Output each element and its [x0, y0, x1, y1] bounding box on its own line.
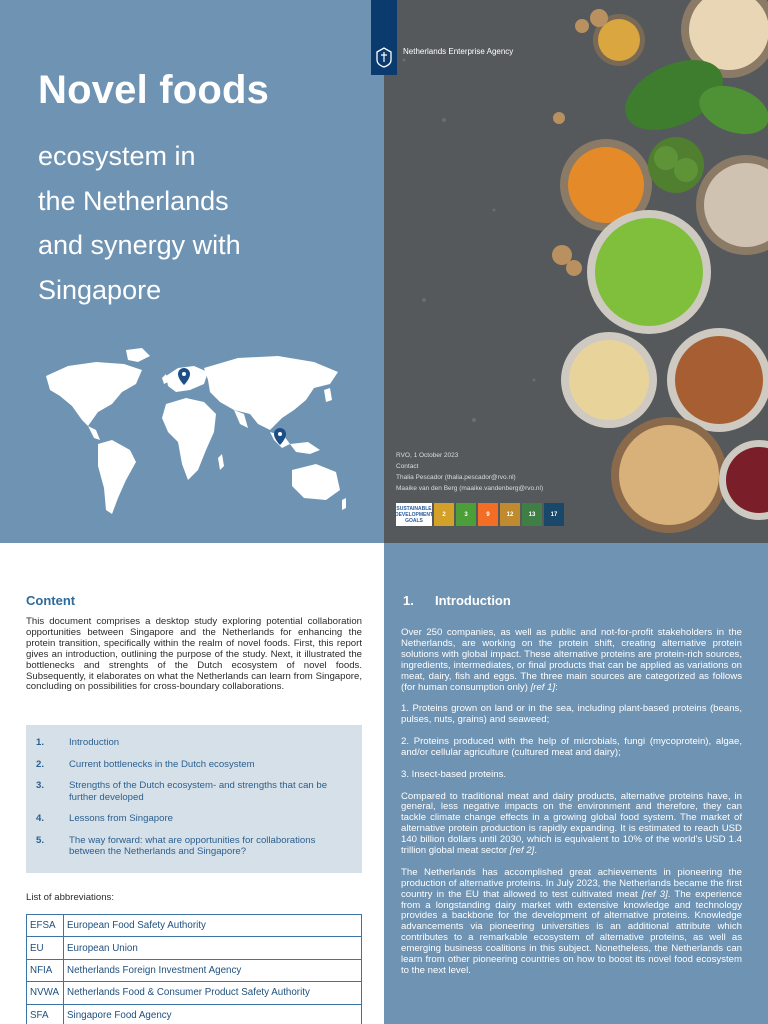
abbr-name: Netherlands Foreign Investment Agency: [64, 959, 362, 981]
reference-link[interactable]: [ref 1]: [530, 681, 556, 693]
table-of-contents: [26, 725, 362, 873]
toc-label: Strengths of the Dutch ecosystem- and strengths that can be further developed: [69, 780, 328, 803]
abbr-name: European Food Safety Authority: [64, 915, 362, 937]
broccoli: [648, 137, 704, 193]
paragraph: [401, 792, 742, 857]
abbreviations-heading: List of abbreviations:: [26, 892, 114, 903]
abbr-code: EFSA: [27, 915, 64, 937]
content-heading: Content: [26, 593, 76, 608]
meta-contact-2: Maaike van den Berg (maaike.vandenberg@rvo.nl): [396, 485, 544, 492]
sdg-tile: 9: [478, 503, 498, 526]
reference-link[interactable]: [ref 2]: [509, 845, 535, 857]
abbr-code: NFIA: [27, 959, 64, 981]
paragraph-text: Over 250 companies, as well as public and not-for-profit stakeholders in the Netherlands, are working on the protein shift, creating alternative protein solutions with global impact. These alternative proteins are protein-rich sources, ingredients, intermediates, or final products that can be applied as variations on meat, dairy, fish and eggs. The three main sources are categorized as follows (for human consumption only): [401, 627, 742, 693]
bowl-mixed-nuts: [611, 417, 727, 533]
abbr-code: SFA: [27, 1004, 64, 1024]
toc-number: 2.: [36, 758, 45, 770]
paragraph: [401, 868, 742, 977]
reference-link[interactable]: [ref 3]: [641, 888, 668, 900]
sdg-logo: SUSTAINABLE DEVELOPMENT GOALS: [396, 503, 432, 526]
sdg-tile: 3: [456, 503, 476, 526]
cover-subtitle: [38, 134, 368, 312]
section-title: Introduction: [435, 593, 511, 608]
toc-number: 1.: [36, 737, 45, 748]
sdg-row: [396, 503, 564, 526]
toc-item[interactable]: [36, 737, 352, 749]
toc-item[interactable]: [36, 835, 352, 858]
paragraph-text: The Netherlands has accomplished great achievements in pioneering the production of alternative proteins. In July 2023, the Netherlands became the first country in the EU that allowed to test cultivated meat: [401, 866, 742, 900]
paragraph: 1. Proteins grown on land or in the sea, including plant-based proteins (beans, pulses, nuts, grains) and seaweed;: [401, 703, 742, 726]
sdg-tile: 13: [522, 503, 542, 526]
cover-subtitle-line: and synergy with: [38, 230, 241, 260]
agency-name: Netherlands Enterprise Agency: [403, 47, 514, 56]
abbr-code: EU: [27, 937, 64, 959]
introduction-heading: [403, 593, 511, 608]
sdg-tile: 2: [434, 503, 454, 526]
paragraph-text: :: [555, 681, 558, 693]
toc-number: 5.: [36, 834, 45, 846]
toc-label: Introduction: [69, 737, 120, 748]
section-number: 1.: [403, 593, 414, 608]
meta-contact-label: Contact: [396, 463, 419, 470]
document-meta: [396, 450, 543, 494]
world-map: [38, 340, 356, 530]
cover-subtitle-line: the Netherlands: [38, 185, 229, 216]
toc-item[interactable]: [36, 759, 352, 771]
abbr-name: Singapore Food Agency: [64, 1004, 362, 1024]
meta-contact-1: Thalia Pescador (thalia.pescador@rvo.nl): [396, 474, 516, 481]
bowl-soybeans: [561, 332, 657, 428]
paragraph-text: . The experience from a longstanding dairy market with extensive knowledge and technology provides a backbone for the development of alternative proteins. Knowledge advancements via pioneering universities is an additional attribute which contributes to a remarkable ecosystem of alternative proteins, as well as emerging business coalitions in this subject. Nonetheless, the Netherlands can learn from other pioneering countries on how to boost its novel food ecosystem to the next level.: [401, 888, 742, 977]
paragraph-text: .: [534, 845, 537, 857]
crest-icon: [374, 46, 394, 68]
abbr-name: Netherlands Food & Consumer Product Safety Authority: [64, 982, 362, 1004]
logo-bar: [371, 0, 397, 75]
toc-label: The way forward: what are opportunities for collaborations between the Netherlands and Singapore?: [69, 834, 316, 857]
table-row: [27, 1004, 362, 1024]
cover-subtitle-line: ecosystem in: [38, 141, 196, 171]
sdg-tile: 12: [500, 503, 520, 526]
table-row: [27, 959, 362, 981]
bowl-peas: [587, 210, 711, 334]
abbreviations-table: [26, 914, 362, 1024]
toc-number: 4.: [36, 813, 45, 824]
toc-label: Lessons from Singapore: [69, 813, 173, 824]
toc-number: 3.: [36, 780, 45, 791]
abbr-code: NVWA: [27, 982, 64, 1004]
paragraph: 3. Insect-based proteins.: [401, 768, 507, 780]
table-row: [27, 937, 362, 959]
paragraph: 2. Proteins produced with the help of microbials, fungi (mycoprotein), algae, and/or cellular agriculture (cultured meat and dairy);: [401, 736, 742, 758]
abbr-name: European Union: [64, 937, 362, 959]
table-row: [27, 915, 362, 937]
introduction-body: [401, 628, 742, 988]
cover-title: Novel foods: [38, 68, 270, 112]
paragraph-text: Compared to traditional meat and dairy products, alternative proteins have, in general, less negative impacts on the environment and therefore, they can tackle climate change effects in a growing global food system. The market of alternative protein production is rapidly expanding. It is estimated to reach USD 140 billion dollars until 2030, which is equivalent to 10% of the world's USD 1.4 trillion global meat sector: [401, 790, 742, 857]
cover-subtitle-line: Singapore: [38, 274, 162, 305]
toc-item[interactable]: [36, 813, 352, 825]
paragraph: [401, 628, 742, 693]
toc-item[interactable]: [36, 780, 352, 803]
bowl-hazelnuts: [667, 328, 768, 432]
sdg-tile: 17: [544, 503, 564, 526]
table-row: [27, 982, 362, 1004]
content-summary: This document comprises a desktop study exploring potential collaboration opportunities between Singapore and the Netherlands for enhancing the protein transition, specifically within the realm of novel foods. First, this report gives an introduction, outlining the purpose of the study. Next, it illustrated the bottlenecks and strenghts of the Dutch ecosystem of novel foods. Subsequently, it elaborates on what the Netherlands can learn from Singapore, concluding on possibilities for cross-boundary collaborations.: [26, 616, 362, 693]
toc-label: Current bottlenecks in the Dutch ecosystem: [69, 758, 255, 770]
meta-date: RVO, 1 October 2023: [396, 452, 459, 459]
